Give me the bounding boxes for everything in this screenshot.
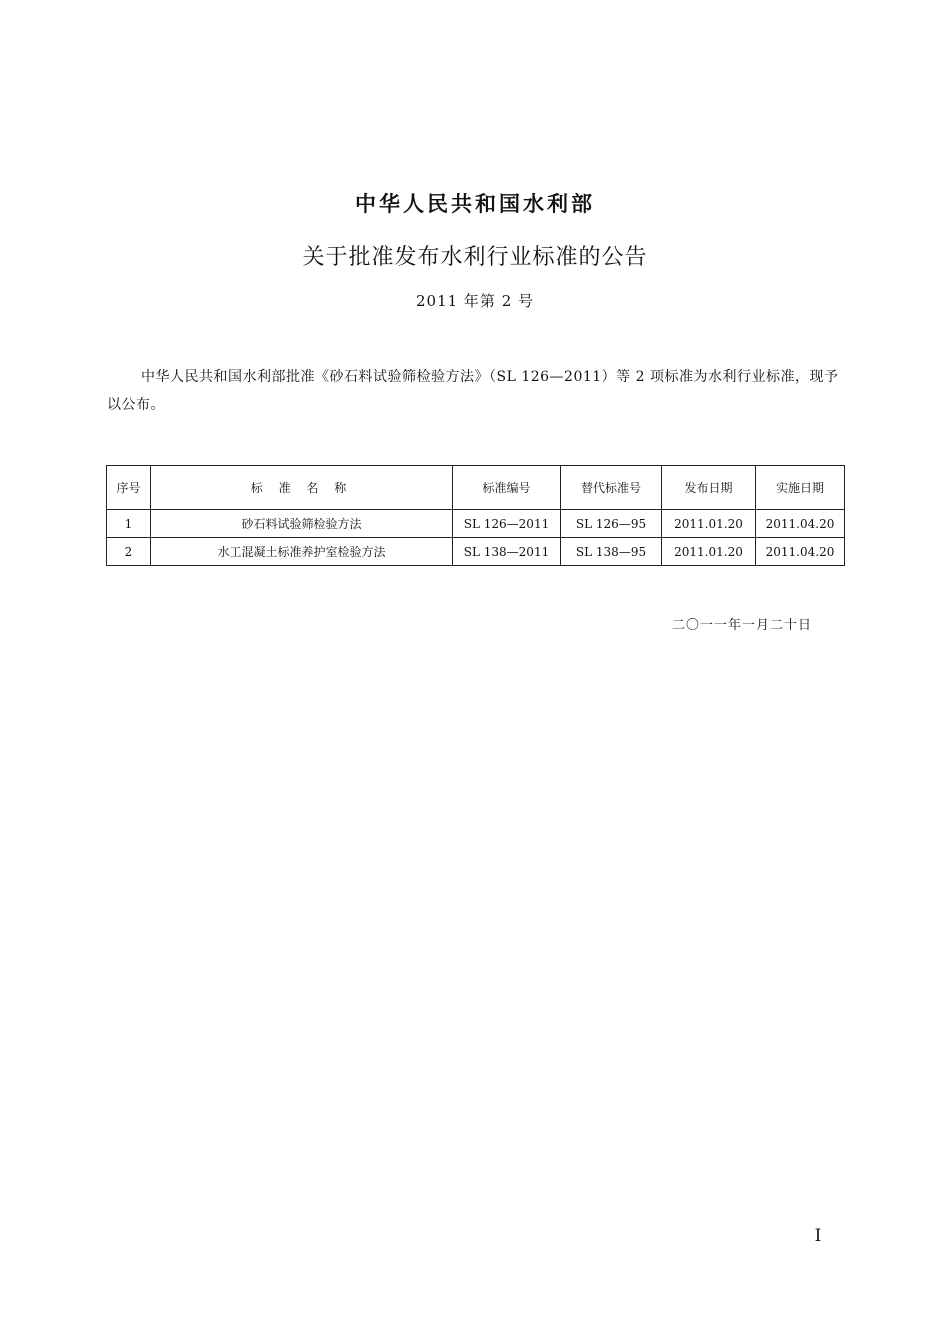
cell-release-date: 2011.01.20 xyxy=(662,510,756,538)
header-replaced-code: 替代标准号 xyxy=(561,466,662,510)
cell-replaced-code: SL 138—95 xyxy=(561,538,662,566)
table-header-row xyxy=(107,466,845,510)
header-standard-name: 标 准 名 称 xyxy=(151,466,453,510)
header-release-date: 发布日期 xyxy=(662,466,756,510)
document-number: 2011 年第 2 号 xyxy=(415,292,535,310)
standards-table xyxy=(106,465,845,566)
cell-effective-date: 2011.04.20 xyxy=(756,538,845,566)
cell-standard-code: SL 138—2011 xyxy=(453,538,561,566)
header-standard-code: 标准编号 xyxy=(453,466,561,510)
header-effective-date: 实施日期 xyxy=(756,466,845,510)
announcement-date: 二〇一一年一月二十日 xyxy=(671,618,812,633)
table-row xyxy=(107,538,845,566)
cell-index: 1 xyxy=(107,510,151,538)
cell-index: 2 xyxy=(107,538,151,566)
cell-effective-date: 2011.04.20 xyxy=(756,510,845,538)
table-row xyxy=(107,510,845,538)
header-index: 序号 xyxy=(107,466,151,510)
page-number: I xyxy=(814,1226,822,1246)
cell-standard-code: SL 126—2011 xyxy=(453,510,561,538)
announcement-title: 关于批准发布水利行业标准的公告 xyxy=(302,245,648,270)
cell-replaced-code: SL 126—95 xyxy=(561,510,662,538)
cell-release-date: 2011.01.20 xyxy=(662,538,756,566)
cell-standard-name: 水工混凝土标准养护室检验方法 xyxy=(151,538,453,566)
cell-standard-name: 砂石料试验筛检验方法 xyxy=(151,510,453,538)
ministry-title: 中华人民共和国水利部 xyxy=(355,191,595,216)
announcement-paragraph: 中华人民共和国水利部批准《砂石料试验筛检验方法》（SL 126—2011）等 2 项标准为水利行业标准，现予以公布。 xyxy=(107,369,839,413)
